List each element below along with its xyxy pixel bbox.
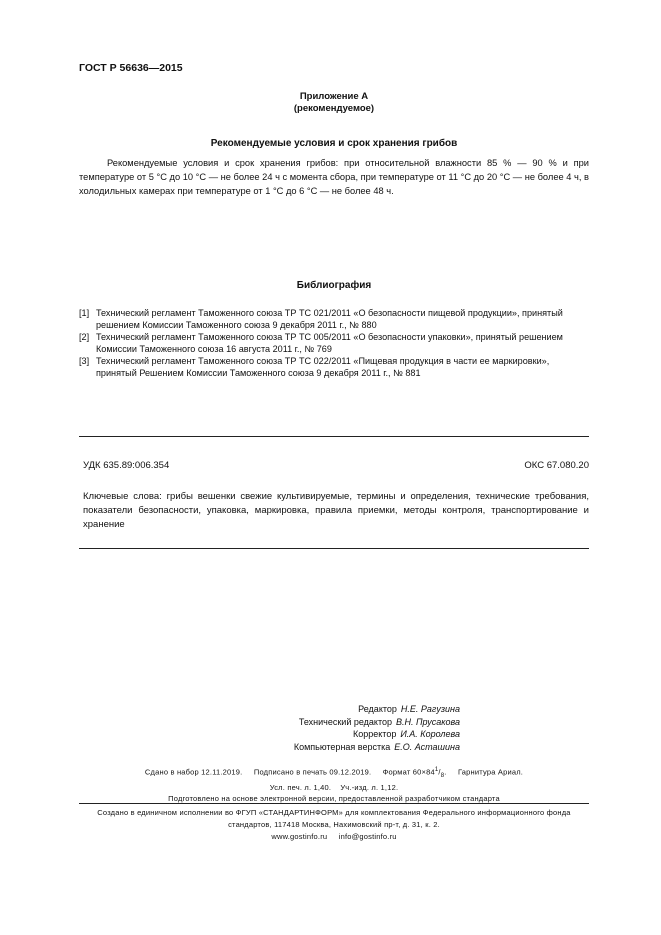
bibliography-text: Технический регламент Таможенного союза ТР ТС 005/2011 «О безопасности упаковки», принятый решением Комиссии Таможенного союза 16 августа 2011 г., № 769 — [96, 332, 563, 354]
bibliography-item — [79, 331, 589, 355]
standard-code: ГОСТ Р 56636—2015 — [79, 62, 183, 74]
print-line-3: Подготовлено на основе электронной версии, предоставленной разработчиком стандарта — [168, 794, 500, 803]
credit-name: Н.Е. Рагузина — [400, 704, 460, 714]
typeset-date: Сдано в набор 12.11.2019. — [144, 767, 243, 777]
bibliography-text: Технический регламент Таможенного союза ТР ТС 022/2011 «Пищевая продукция в части ее маркировки», принятый Решением Комиссии Таможенного союза 9 декабря 2011 г., № 881 — [96, 356, 550, 378]
credit-line — [200, 728, 460, 741]
format-label: Формат 60×84 — [382, 767, 435, 777]
publisher-line-2: стандартов, 117418 Москва, Нахимовский пр-т, д. 31, к. 2. — [228, 820, 440, 829]
bibliography-item — [79, 355, 589, 379]
publisher-info — [79, 807, 589, 843]
bibliography-list — [79, 307, 589, 379]
appendix-subtitle: (рекомендуемое) — [293, 103, 375, 114]
credit-line — [200, 716, 460, 729]
credit-line — [200, 703, 460, 716]
keywords: Ключевые слова: грибы вешенки свежие культивируемые, термины и определения, технические требования, показатели безопасности, упаковка, маркировка, правила приемки, методы контроля, транспортирование и хранение — [83, 491, 589, 530]
appendix-title: Приложение А — [299, 91, 369, 102]
bibliography-number: [3] — [79, 356, 90, 366]
credits-block — [200, 703, 460, 753]
bibliography-title: Библиография — [296, 280, 372, 291]
print-info — [79, 765, 589, 804]
credit-name: В.Н. Прусакова — [396, 716, 460, 727]
udc-code: УДК 635.89:006.354 — [83, 460, 170, 471]
credit-name: Е.О. Асташина — [394, 741, 460, 752]
credit-role: Технический редактор — [298, 716, 392, 727]
print-line-2: Усл. печ. л. 1,40. Уч.-изд. л. 1,12. — [269, 783, 399, 792]
bibliography-number: [2] — [79, 332, 90, 342]
typeface: Гарнитура Ариал. — [457, 767, 524, 777]
bibliography-number: [1] — [79, 308, 90, 318]
credit-role: Корректор — [353, 729, 397, 739]
publisher-contacts — [79, 831, 589, 843]
bibliography-item — [79, 307, 589, 331]
bibliography-text: Технический регламент Таможенного союза ТР ТС 021/2011 «О безопасности пищевой продукции», принятый решением Комиссии Таможенного союза 9 декабря 2011 г., № 880 — [96, 308, 563, 330]
divider-bottom — [79, 803, 589, 804]
section-title: Рекомендуемые условия и срок хранения грибов — [210, 138, 458, 149]
publisher-email[interactable]: info@gostinfo.ru — [338, 832, 397, 841]
signed-date: Подписано в печать 09.12.2019. — [253, 767, 372, 777]
credit-name: И.А. Королева — [400, 729, 460, 739]
oks-code: ОКС 67.080.20 — [524, 460, 589, 471]
format-fraction-den: 8 — [440, 773, 445, 779]
publisher-website[interactable]: www.gostinfo.ru — [271, 832, 328, 841]
print-line-1: Сдано в набор 12.11.2019. Подписано в печать 09.12.2019. Формат $60\times 84^1/_8$. Гарнитура Ариал. — [144, 767, 524, 779]
divider-top — [79, 436, 589, 437]
credit-line — [200, 741, 460, 754]
publisher-line-1: Создано в единичном исполнении во ФГУП «СТАНДАРТИНФОРМ» для комплектования Федерального информационного фонда — [97, 808, 571, 817]
credit-role: Компьютерная верстка — [293, 741, 391, 752]
storage-paragraph: Рекомендуемые условия и срок хранения грибов: при относительной влажности 85 % — 90 % и при температуре от 5 °С до 10 °С — не более 24 ч с момента сбора, при температуре от 11 °С до 20 °С — не более 4 ч, в холодильных камерах при температуре от 1 °С до 6 °С — не более 48 ч. — [79, 158, 589, 196]
format-fraction-num: 1 — [434, 767, 439, 773]
divider-middle — [79, 548, 589, 549]
credit-role: Редактор — [358, 704, 397, 714]
